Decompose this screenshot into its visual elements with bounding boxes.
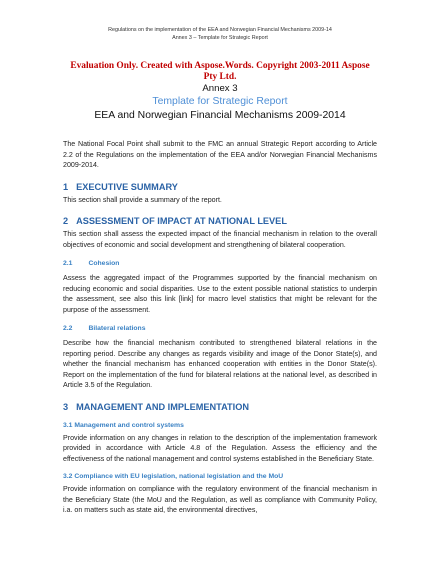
subsection-heading-3-2: 3.2 Compliance with EU legislation, national legislation and the MoU — [63, 473, 284, 480]
section-heading-2 — [63, 215, 377, 227]
template-title: Template for Strategic Report — [152, 96, 288, 107]
subsection-2-2-text: Describe how the financial mechanism contributed to strengthened bilateral relations in the reporting period. Describe any changes as regards visibility and image of the Donor State(s), and whether the financial mechanism has enhanced cooperation with entities in the Donor State(s). Report on the implementation of the fund for bilateral relations at the national level, as described in Article 3.5 of the Regulation. — [63, 339, 377, 389]
running-header — [63, 0, 377, 42]
subsection-title: Cohesion — [88, 260, 120, 267]
document-title: EEA and Norwegian Financial Mechanisms 2009-2014 — [94, 110, 346, 121]
subsection-2-1-text: Assess the aggregated impact of the Programmes supported by the financial mechanism on reducing economic and social disparities. Use to the extent possible national statistics to underpin the assessment, see also this link [link] for macro level statistics that might be relevant for the purpose of the assessment. — [63, 274, 377, 314]
subsection-title: Bilateral relations — [88, 325, 146, 332]
section-number: 3 — [63, 401, 69, 412]
subsection-3-1-text: Provide information on any changes in relation to the description of the implementation framework provided in accordance with Article 4.8 of the Regulation. Assess the efficiency and the effectiveness of the national management and control systems established in the Beneficiary State. — [63, 433, 377, 463]
subsection-number: 2.1 — [63, 260, 73, 267]
subsection-heading-3-1: 3.1 Management and control systems — [63, 421, 184, 429]
section-number: 2 — [63, 216, 69, 226]
subsection-heading-2-1 — [63, 259, 377, 269]
section-2-text: This section shall assess the expected impact of the financial mechanism in relation to the overall objectives of economic and social development and strengthening of bilateral cooperation. — [63, 230, 377, 249]
intro-paragraph: The National Focal Point shall submit to the FMC an annual Strategic Report according to Article 2.2 of the Regulations on the implementation of the EEA and/or Norwegian Financial Mechanisms 2009-2014. — [63, 140, 377, 169]
subsection-3-2-text: Provide information on compliance with the regulatory environment of the financial mechanism in the Beneficiary State (the MoU and the Regulation, as well as compliance with Community Policy, i.a. on matters such as state aid, the environmental directives, — [63, 485, 377, 514]
section-heading-1 — [63, 181, 377, 193]
subsection-number: 2.2 — [63, 325, 73, 332]
section-title: EXECUTIVE SUMMARY — [76, 181, 178, 192]
running-header-line1: Regulations on the implementation of the EEA and Norwegian Financial Mechanisms 2009-14 — [108, 27, 332, 33]
running-header-line2: Annex 3 – Template for Strategic Report — [172, 35, 268, 41]
section-title: MANAGEMENT AND IMPLEMENTATION — [76, 401, 249, 412]
section-heading-3 — [63, 401, 377, 413]
section-1-text: This section shall provide a summary of the report. — [63, 195, 222, 204]
section-title: ASSESSMENT OF IMPACT AT NATIONAL LEVEL — [76, 216, 287, 226]
annex-label: Annex 3 — [202, 83, 238, 94]
section-number: 1 — [63, 181, 69, 192]
evaluation-notice: Evaluation Only. Created with Aspose.Words. Copyright 2003-2011 Aspose Pty Ltd. — [70, 61, 370, 82]
subsection-heading-2-2 — [63, 324, 377, 334]
